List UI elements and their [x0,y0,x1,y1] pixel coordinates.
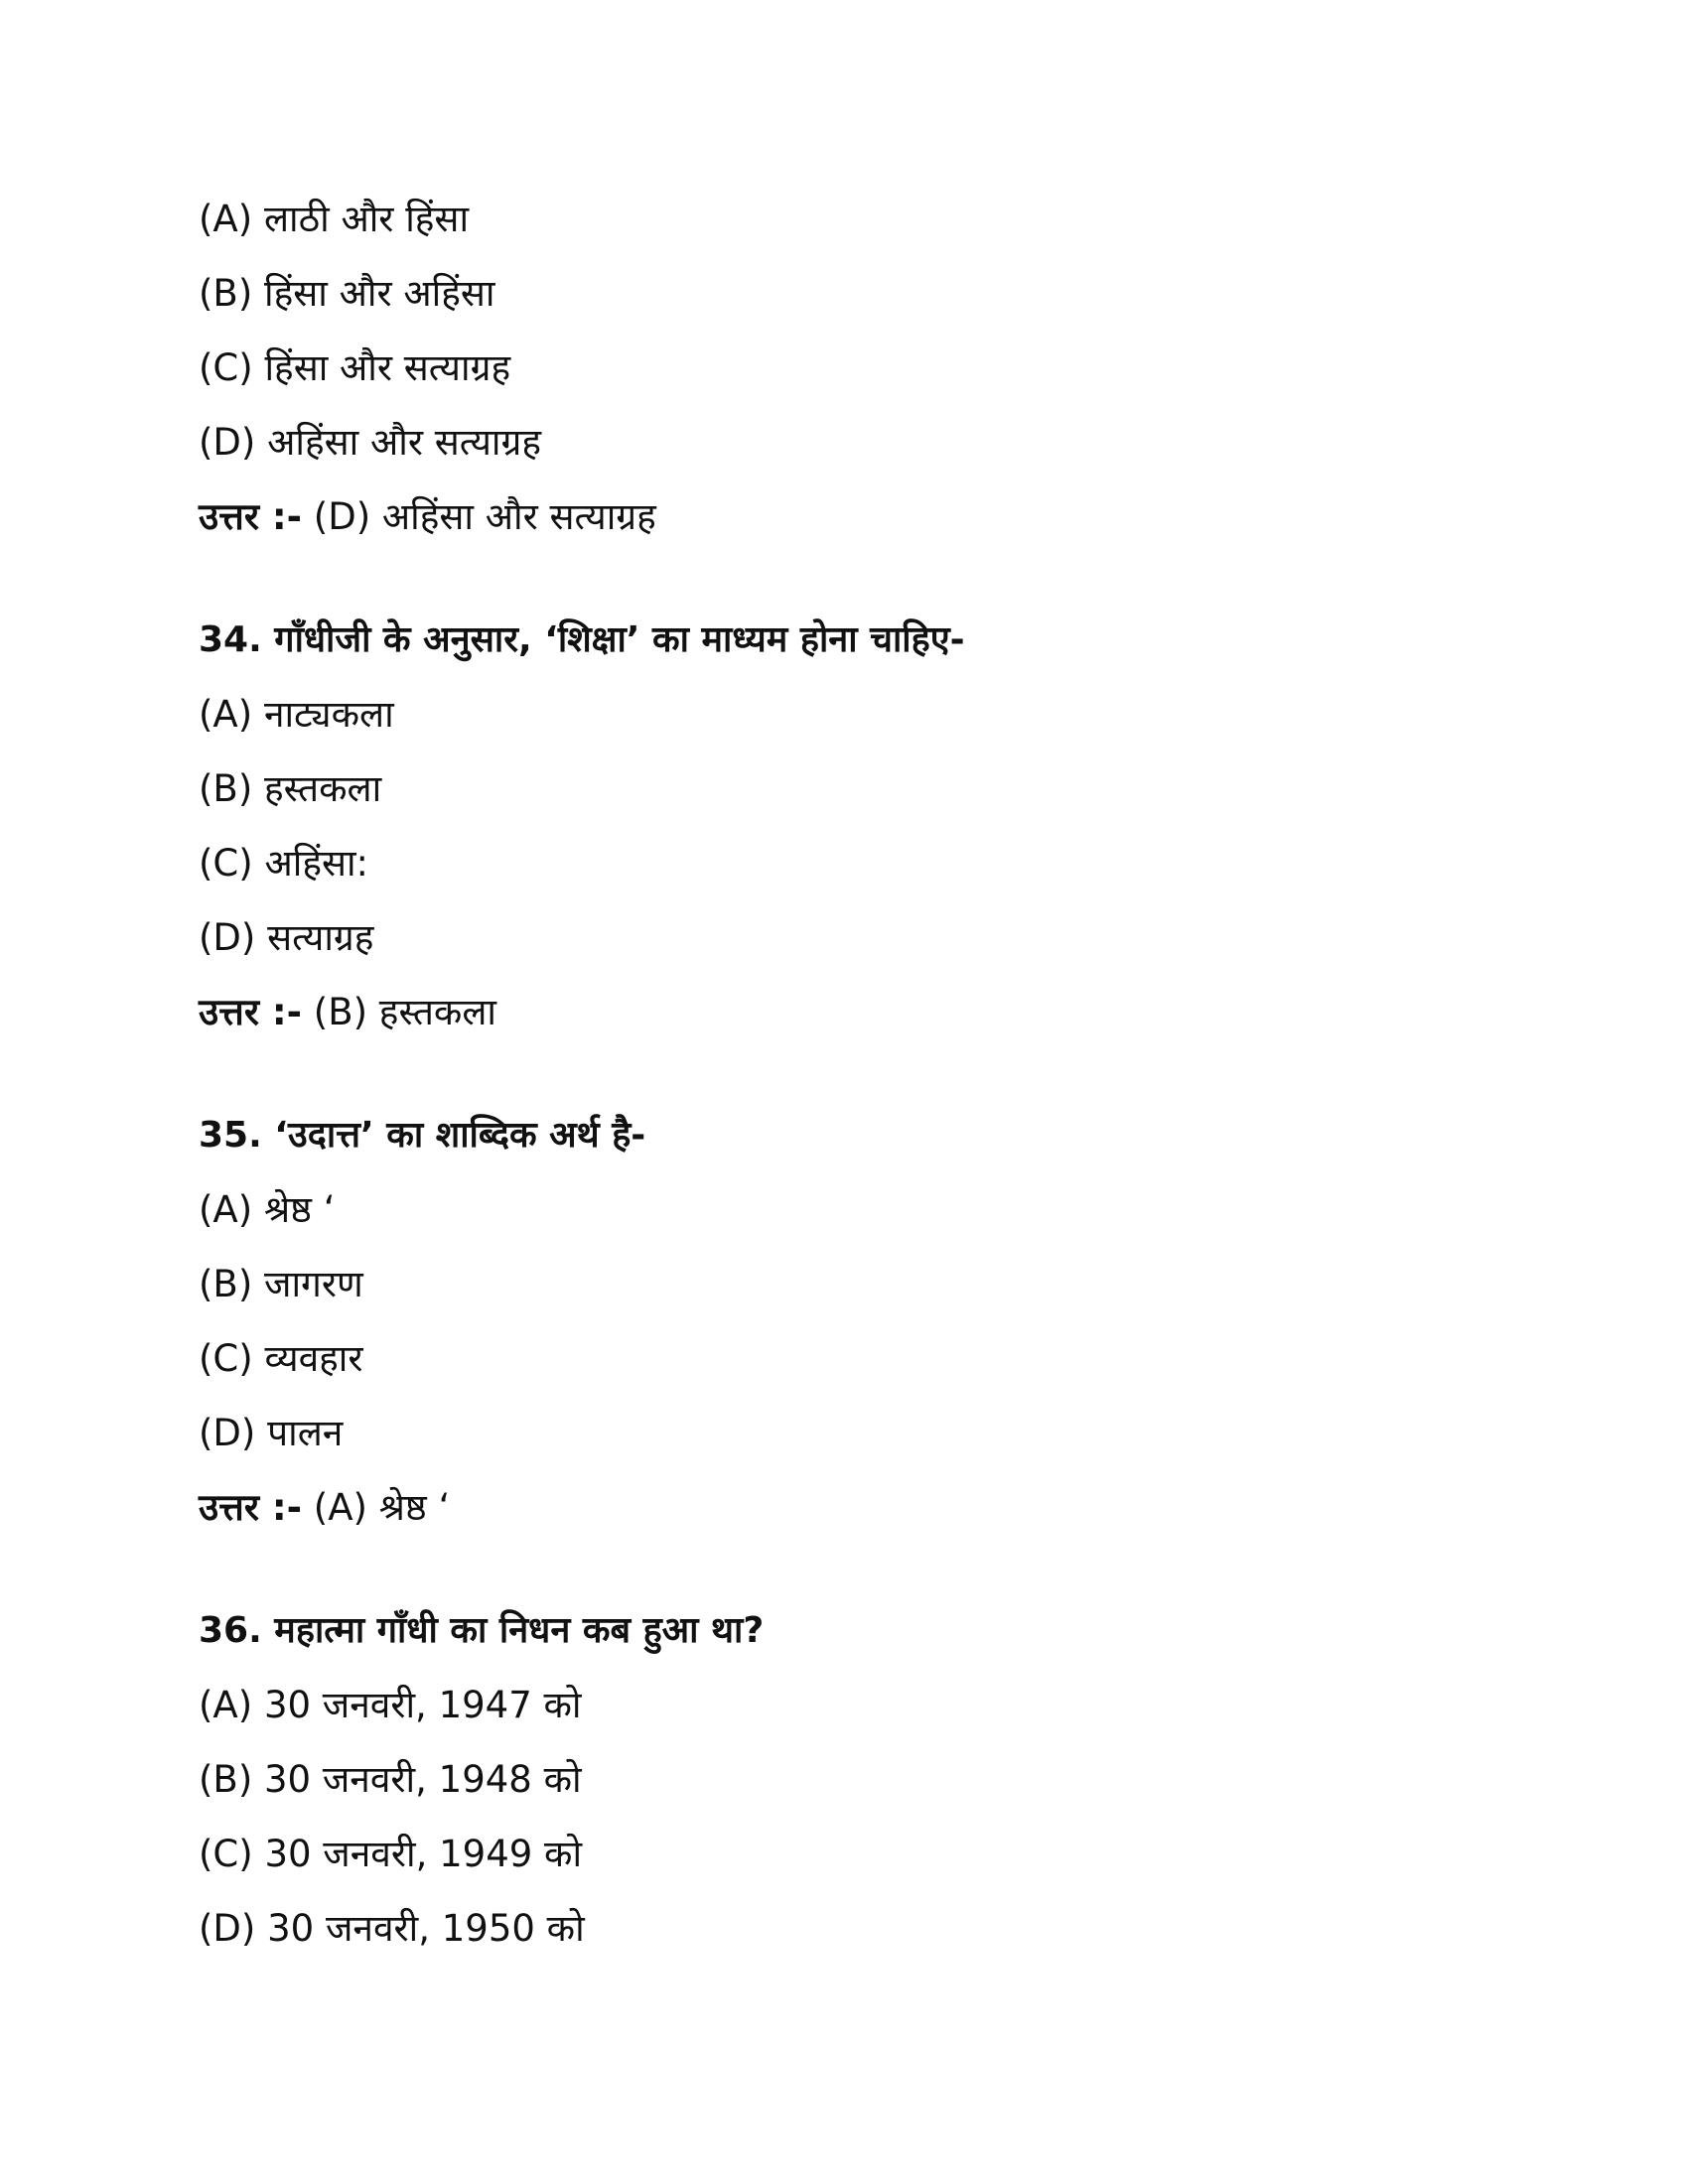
option-a: (A) लाठी और हिंसा [199,198,470,240]
answer-line [199,1483,450,1533]
question-34: 34. गाँधीजी के अनुसार, ‘शिक्षा’ का माध्यम होना चाहिए- [199,619,965,660]
answer-text: (A) श्रेष्ठ ‘ [302,1486,451,1529]
option-b: (B) 30 जनवरी, 1948 को [199,1758,582,1801]
option-c: (C) अहिंसा: [199,842,369,885]
option-a: (A) 30 जनवरी, 1947 को [199,1684,582,1726]
option-d: (D) सत्याग्रह [199,916,374,959]
option-d: (D) अहिंसा और सत्याग्रह [199,421,542,464]
answer-line [199,492,656,542]
option-c: (C) हिंसा और सत्याग्रह [199,346,511,389]
answer-label: उत्तर :- [199,495,303,538]
question-35: 35. ‘उदात्त’ का शाब्दिक अर्थ है- [199,1115,646,1156]
option-a: (A) श्रेष्ठ ‘ [199,1188,336,1231]
option-a: (A) नाट्यकला [199,693,394,736]
answer-text: (D) अहिंसा और सत्याग्रह [302,495,656,538]
option-c: (C) व्यवहार [199,1337,363,1380]
option-b: (B) हस्तकला [199,767,382,810]
answer-label: उत्तर :- [199,991,303,1033]
document-page [199,0,1589,2184]
answer-line [199,988,496,1037]
option-b: (B) हिंसा और अहिंसा [199,272,495,315]
answer-label: उत्तर :- [199,1486,303,1529]
answer-text: (B) हस्तकला [302,991,497,1033]
option-c: (C) 30 जनवरी, 1949 को [199,1833,583,1875]
question-36: 36. महात्मा गाँधी का निधन कब हुआ था? [199,1610,765,1651]
option-b: (B) जागरण [199,1263,363,1305]
option-d: (D) 30 जनवरी, 1950 को [199,1907,585,1950]
option-d: (D) पालन [199,1412,344,1454]
